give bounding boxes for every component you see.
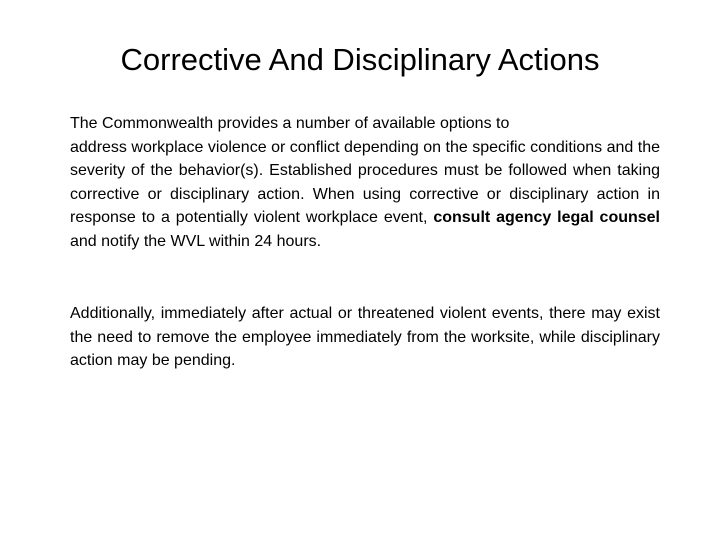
paragraph-remove-employee: Additionally, immediately after actual or threatened violent events, there may exist the need to remove the employee immediately from the worksite, while disciplinary action may be pending. [70,305,660,369]
paragraph-text-before-bold: address workplace violence or conflict depending on the specific conditions and the severity of the behavior(s). Established procedures must be followed when taking corrective or disciplinary action. When using corrective or disciplinary action in response to a potentially violent workplace event, [70,138,660,226]
paragraph-text-after-bold: and notify the WVL within 24 hours. [70,232,322,250]
legal-counsel-emphasis: consult agency legal counsel [433,209,660,226]
paragraph-first-line: The Commonwealth provides a number of available options to [70,115,510,132]
slide-title: Corrective And Disciplinary Actions [120,42,600,77]
paragraph-corrective-options [70,112,660,253]
